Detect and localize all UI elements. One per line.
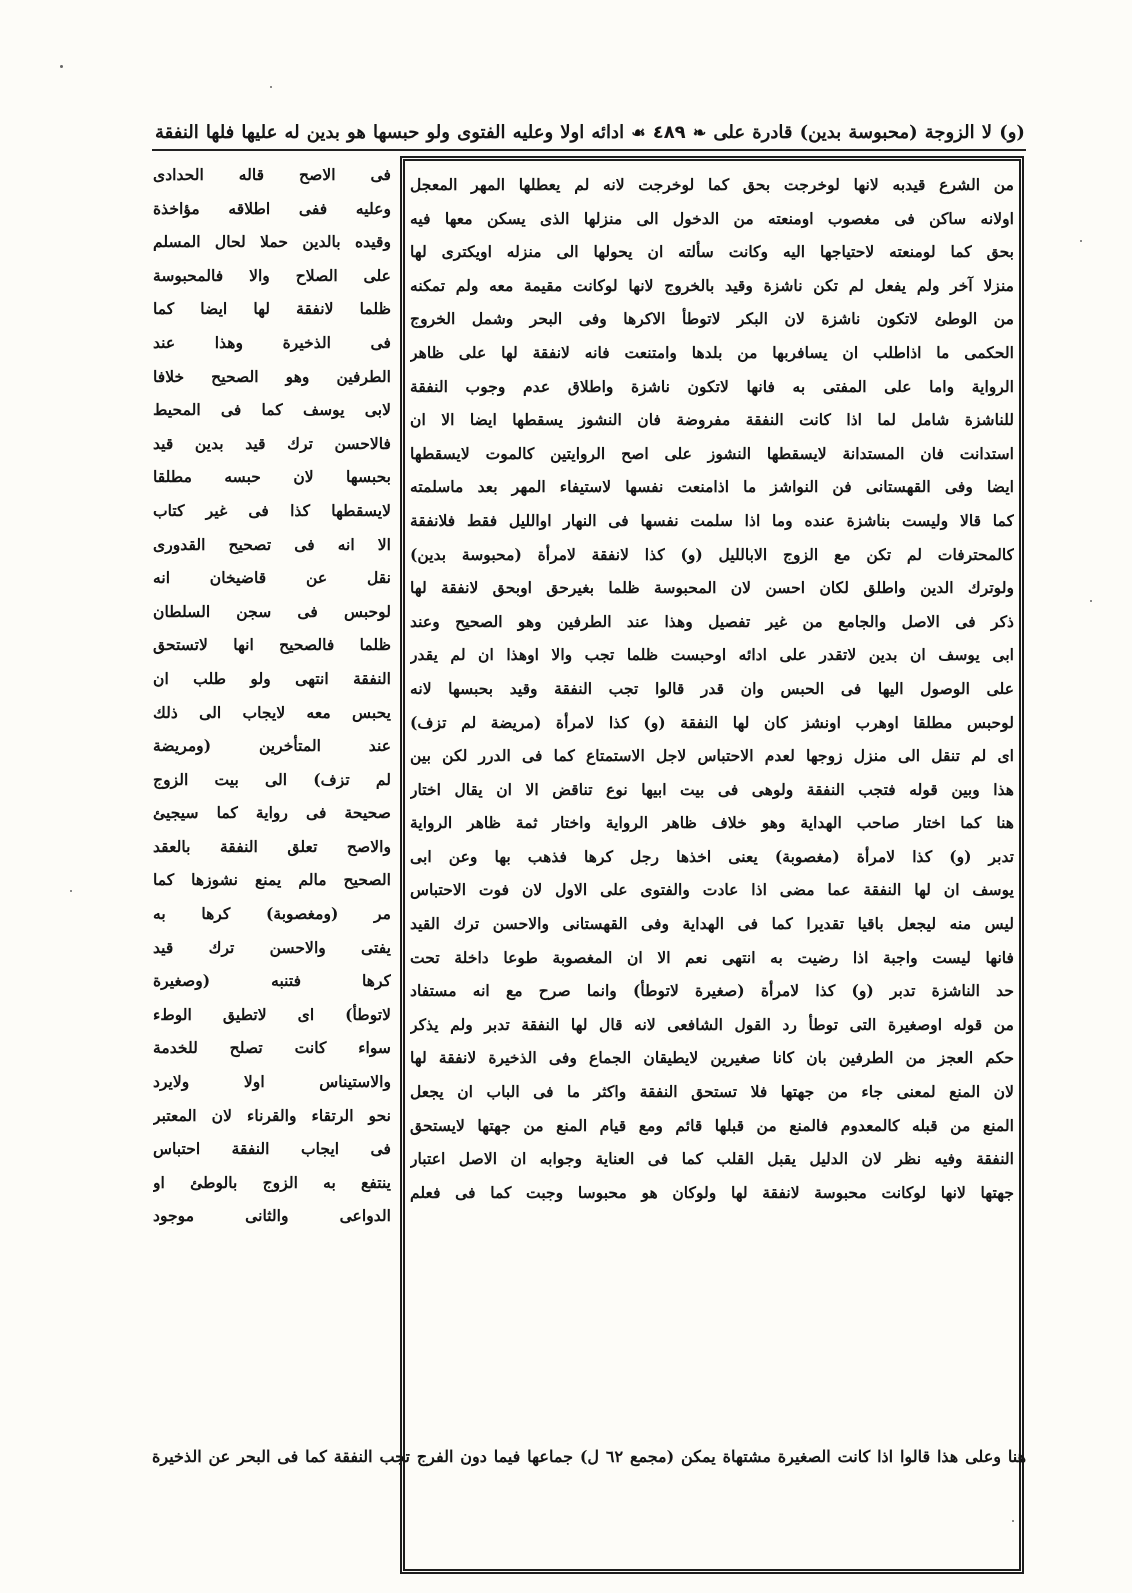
text-line: حكم العجز من الطرفين بان كانا صغيرين لايطيقان الجماع وفى الذخيرة لانفقة لها [410, 1048, 1014, 1068]
text-line: ايضا وفى القهستانى فن النواشز ما اذامنعت نفسها لاستيفاء المهر بعد ماسلمته [410, 477, 1014, 497]
text-line: الصحيح مالم يمنع نشوزها كما [153, 870, 391, 890]
text-line: من قوله اوصغيرة التى توطأ رد القول الشافعى لانه قال لها النفقة تدبر ولم يذكر [410, 1014, 1014, 1034]
text-line: المنع من قبله كالمعدوم فالمنع من قبلها قائم ومع قيام المنع من جهتها لايستحق [410, 1115, 1014, 1135]
text-line: فى ايجاب النفقة احتباس [153, 1139, 391, 1159]
text-line: اى لم تنقل الى منزل زوجها لعدم الاحتباس لاجل الاستمتاع كما فى الدرر لكن بين [410, 746, 1014, 766]
text-line: كالمحترفات لم تكن مع الزوج الابالليل (و) كذا لانفقة لامرأة (محبوسة بدين) [410, 544, 1014, 564]
text-line: يوسف ان لها النفقة عما مضى اذا عادت والفتوى على الاول لان فوت الاحتباس [410, 880, 1014, 900]
text-line: استدانت فان المستدانة لايسقطها النشوز على اصح الروايتين كالموت لايسقطها [410, 443, 1014, 463]
text-line: النفقة وفيه نظر لان الدليل يقبل القلب كما فى العناية وجوابه ان الاصل اعتبار [410, 1149, 1014, 1169]
text-line: كما قالا وليست بناشزة عنده وما اذا سلمت نفسها فى النهار اوالليل فقط فلانفقة [410, 510, 1014, 530]
text-line: منزلا آخر ولم يفعل لم تكن ناشزة وقيد بالخروج لانها لوكانت مقيمة معه ولم تمكنه [410, 275, 1014, 295]
text-line: نحو الرتقاء والقرناء لان المعتبر [153, 1105, 391, 1125]
text-line: وعليه ففى اطلاقه مؤاخذة [153, 198, 391, 218]
page-number: ٤٨٩ [652, 122, 686, 143]
text-line: هذا وبين قوله فتجب النفقة ولوهى فى بيت ابيها نوع تناقض الا ان يقال اختار [410, 779, 1014, 799]
text-line: من الوطئ لاتكون ناشزة لان البكر لاتوطأ الاكرها وفى البحر وشمل الخروج [410, 309, 1014, 329]
text-line: ينتفع به الزوج بالوطئ او [153, 1172, 391, 1192]
text-line: ليس منه ليجعل باقيا تقديرا كما فى الهداية وفى القهستانى والاحسن ترك القيد [410, 914, 1014, 934]
header-left-text: ادائه اولا وعليه الفتوى ولو حبسها هو بدين له عليها فلها النفقة [155, 122, 625, 143]
margin-commentary-column [153, 158, 391, 1233]
text-line: ظلما فالصحيح انها لاتستحق [153, 635, 391, 655]
text-line: النفقة انتهى ولو طلب ان [153, 668, 391, 688]
text-line: الا انه فى تصحيح القدورى [153, 534, 391, 554]
text-line: اولانه ساكن فى مغصوب اومنعته من الدخول الى منزلها الذى يسكن معها فيه [410, 208, 1014, 228]
header-right-text: (و) لا الزوجة (محبوسة بدين) قادرة على [713, 122, 1025, 143]
text-line: للناشزة شامل لما اذا كانت النفقة مفروضة فان النشوز يسقطها ايضا الا ان [410, 410, 1014, 430]
text-line: الحكمى ما اذاطلب ان يسافربها من بلدها وامتنعت فانه لانفقة لها على ظاهر [410, 342, 1014, 362]
text-line: الطرفين وهو الصحيح خلافا [153, 366, 391, 386]
text-line: نقل عن قاضيخان انه [153, 568, 391, 588]
text-line: لايسقطها كذا فى غير كتاب [153, 500, 391, 520]
text-line: كرها فتنبه (وصغيرة [153, 971, 391, 991]
text-line: لوحبس فى سجن السلطان [153, 601, 391, 621]
text-line: والاصح تعلق النفقة بالعقد [153, 836, 391, 856]
ornament-icon: ☙ [631, 123, 646, 142]
text-line: يفتى والاحسن ترك قيد [153, 937, 391, 957]
text-line: والاستيناس اولا ولايرد [153, 1072, 391, 1092]
text-line: ابى يوسف ان بدين لاتقدر على ادائه اوحبست ظلما تجب والا اوهذا ان لم يقدر [410, 645, 1014, 665]
text-line: لم تزف) الى بيت الزوج [153, 769, 391, 789]
header-rule [152, 149, 1026, 151]
text-line: فالاحسن ترك قيد بدين قيد [153, 433, 391, 453]
text-line: لوحبس مطلقا اوهرب اونشز كان لها النفقة (و) كذا لامرأة (مريضة لم تزف) [410, 712, 1014, 732]
text-line: ولوترك الدين واطلق لكان احسن لان المحبوسة ظلما بغيرحق اوبحق لانفقة لها [410, 578, 1014, 598]
text-line: يحبس معه لايجاب الى ذلك [153, 702, 391, 722]
text-line: الرواية واما على المفتى به فانها لاتكون ناشزة واطلاق عدم وجوب النفقة [410, 376, 1014, 396]
ornament-icon: ❧ [692, 123, 707, 142]
text-line: وقيده بالدين حملا لحال المسلم [153, 232, 391, 252]
text-line: سواء كانت تصلح للخدمة [153, 1038, 391, 1058]
text-line: فى الاصح قاله الحدادى [153, 165, 391, 184]
text-line: لان المنع لمعنى جاء من جهتها فلا تستحق النفقة واكثر ما فى الباب ان يجعل [410, 1082, 1014, 1102]
text-line: فى الذخيرة وهذا عند [153, 332, 391, 352]
text-line: من الشرع قيدبه لانها لوخرجت بحق كما لوخرجت لانه لم يعطلها المهر المعجل [410, 175, 1014, 194]
text-line: بحبسها لان حبسه مطلقا [153, 467, 391, 487]
text-line: حد الناشزة تدبر (و) كذا لامرأة (صغيرة لاتوطأ) وانما صرح مع انه مستفاد [410, 981, 1014, 1001]
footer-line: هنا وعلى هذا قالوا اذا كانت الصغيرة مشتهاة يمكن (مجمع ٦٢ ل) جماعها فيما دون الفرج تجب النفقة كما فى البحر عن الذخيرة [152, 1447, 1027, 1466]
text-line: جهتها لانها لوكانت محبوسة لانفقة لها ولوكان هو محبوسا وجبت كما فى فعلم [410, 1182, 1014, 1202]
text-line: عند المتأخرين (ومريضة [153, 736, 391, 756]
text-line: صحيحة فى رواية كما سيجيئ [153, 803, 391, 823]
text-line: تدبر (و) كذا لامرأة (مغصوبة) يعنى اخذها رجل كرها فذهب بها وعن ابى [410, 846, 1014, 866]
text-line: لاتوطأ) اى لاتطيق الوطء [153, 1004, 391, 1024]
text-line: فانها ليست واجبة اذا رضيت به انتهى نعم الا ان المغصوبة طوعا داخلة تحت [410, 947, 1014, 967]
text-line: على الصلاح والا فالمحبوسة [153, 265, 391, 285]
text-line: الدواعى والثانى موجود [153, 1206, 391, 1226]
text-line: هنا كما اختار صاحب الهداية وهو خلاف ظاهر الرواية واختار ثمة ظاهر الرواية [410, 813, 1014, 833]
text-line: ذكر فى الاصل والجامع من غير تفصيل وهذا عند الطرفين وهو الصحيح وعند [410, 611, 1014, 631]
text-line: بحق كما لومنعته لاحتياجها اليه وكانت سألته ان يحولها الى منزله اويكترى لها [410, 242, 1014, 262]
running-header [155, 116, 1025, 150]
text-line: لابى يوسف كما فى المحيط [153, 400, 391, 420]
text-line: مر (ومغصوبة) كرها به [153, 904, 391, 924]
main-text-column [410, 168, 1014, 1209]
text-line: ظلما لانفقة لها ايضا كما [153, 299, 391, 319]
text-line: على الوصول اليها فى الحبس وان قدر قالوا تجب النفقة وقيد بحبسها لانه [410, 678, 1014, 698]
